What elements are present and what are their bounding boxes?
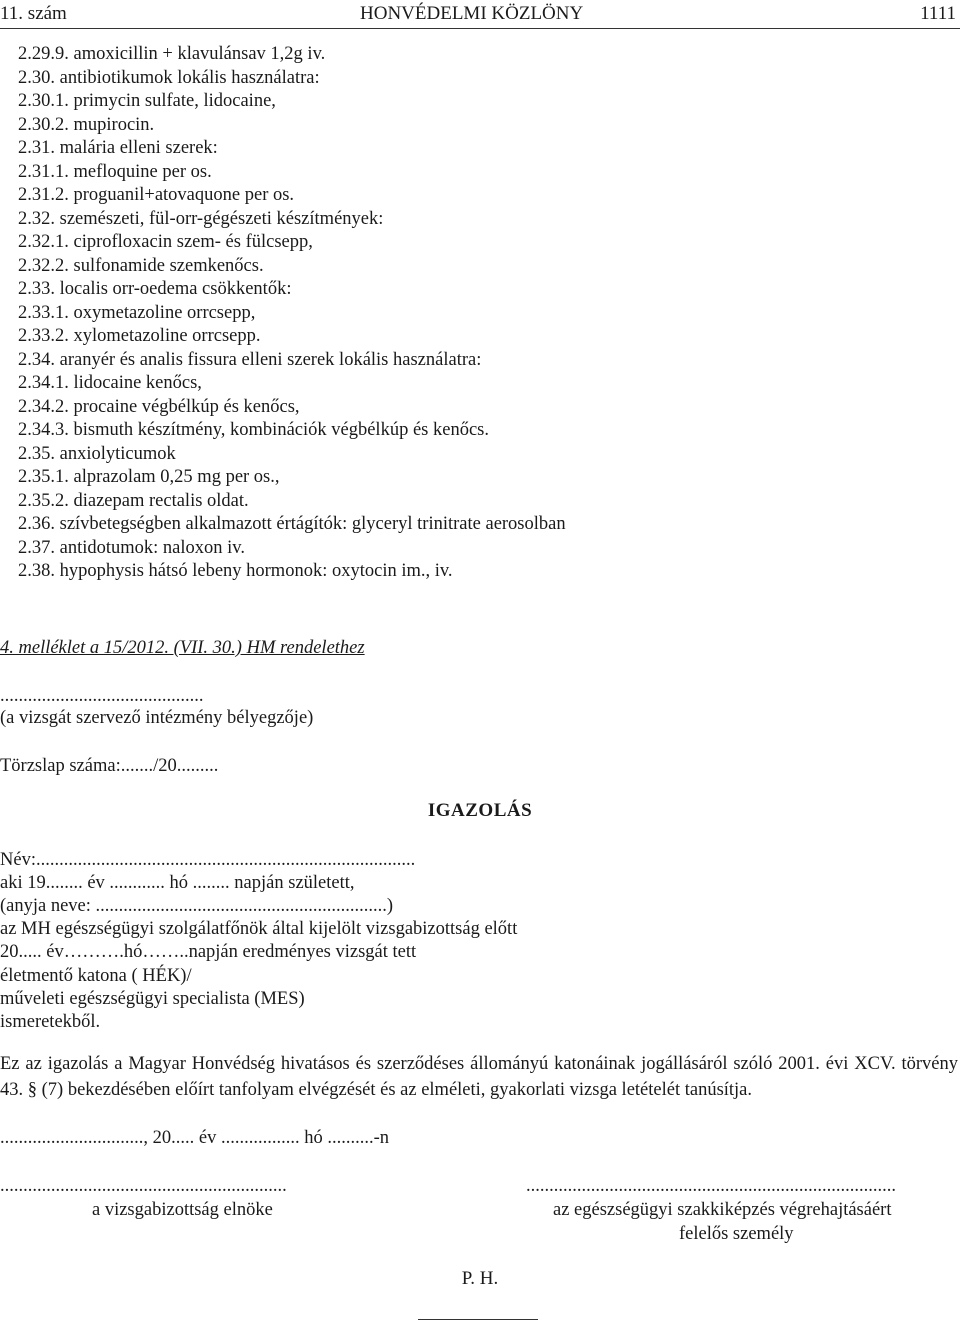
list-item: 2.31. malária elleni szerek: (18, 138, 218, 158)
list-item: 2.34. aranyér és analis fissura elleni szerek lokális használatra: (18, 349, 482, 370)
publication-title: HONVÉDELMI KÖZLÖNY (360, 3, 584, 24)
registry-number: Törzslap száma:......./20......... (0, 756, 219, 776)
list-item: 2.36. szívbetegségben alkalmazott értágítók: glyceryl trinitrate aerosolban (18, 514, 566, 534)
certificate-paragraph: Ez az igazolás a Magyar Honvédség hivatásos és szerződéses állományú katonáinak jogállásáról szóló 2001. évi XCV. törvény 43. § (7) bekezdésében előírt tanfolyam elvégzését és az elméleti, gyakorlati vizsga letételét tanúsítja. (0, 1054, 958, 1100)
list-item: 2.34.1. lidocaine kenőcs, (18, 373, 202, 393)
signature-label-right: az egészségügyi szakkiképzés végrehajtásáért (553, 1200, 892, 1220)
list-item: 2.31.1. mefloquine per os. (18, 161, 212, 182)
signature-line-left: .............................................................. (0, 1176, 287, 1196)
page-number: 1111 (920, 3, 956, 24)
list-item: 2.33.2. xylometazoline orrcsepp. (18, 326, 261, 346)
medication-list (18, 43, 566, 584)
header-rule (0, 28, 960, 29)
list-item: 2.29.9. amoxicillin + klavulánsav 1,2g iv. (18, 44, 326, 64)
mother-name-field: (anyja neve: ...............................................................) (0, 896, 394, 916)
stamp-label: (a vizsgát szervező intézmény bélyegzője) (0, 708, 314, 728)
certificate-heading: IGAZOLÁS (427, 800, 533, 821)
list-item: 2.33.1. oxymetazoline orrcsepp, (18, 302, 256, 323)
list-item: 2.32.2. sulfonamide szemkenőcs. (18, 255, 264, 276)
stamp-place-marker: P. H. (461, 1268, 499, 1289)
body-line: az MH egészségügyi szolgálatfőnök által kijelölt vizsgabizottság előtt (0, 919, 518, 939)
list-item: 2.31.2. proguanil+atovaquone per os. (18, 185, 295, 205)
body-line: ismeretekből. (0, 1012, 101, 1032)
list-item: 2.30.2. mupirocin. (18, 114, 155, 135)
list-item: 2.32. szemészeti, fül-orr-gégészeti készítmények: (18, 208, 384, 229)
list-item: 2.35.1. alprazolam 0,25 mg per os., (18, 467, 280, 487)
list-item: 2.38. hypophysis hátsó lebeny hormonok: oxytocin im., iv. (18, 561, 453, 581)
annex-title: 4. melléklet a 15/2012. (VII. 30.) HM rendelethez (0, 638, 365, 658)
signature-label-right-2: felelős személy (679, 1224, 794, 1244)
list-item: 2.30. antibiotikumok lokális használatra: (18, 67, 320, 88)
body-line: műveleti egészségügyi specialista (MES) (0, 989, 305, 1009)
page-header (0, 0, 960, 30)
exam-date-line: 20..... év……….hó……..napján eredményes vizsgát tett (0, 942, 417, 962)
list-item: 2.34.2. procaine végbélkúp és kenőcs, (18, 396, 300, 417)
list-item: 2.32.1. ciprofloxacin szem- és fülcsepp, (18, 232, 313, 252)
birth-field: aki 19........ év ............ hó ........ napján született, (0, 873, 355, 893)
list-item: 2.30.1. primycin sulfate, lidocaine, (18, 91, 276, 111)
list-item: 2.33. localis orr-oedema csökkentők: (18, 279, 292, 299)
date-line: ..............................., 20..... év ................. hó ..........-n (0, 1128, 389, 1148)
list-item: 2.37. antidotumok: naloxon iv. (18, 537, 245, 558)
signature-line-right: ................................................................................ (526, 1176, 896, 1196)
stamp-dots: ............................................ (0, 686, 204, 706)
bottom-rule (418, 1319, 538, 1320)
list-item: 2.35.2. diazepam rectalis oldat. (18, 490, 249, 511)
list-item: 2.35. anxiolyticumok (18, 443, 176, 464)
name-field: Név:.................................................................................. (0, 850, 416, 870)
issue-number: 11. szám (0, 3, 67, 24)
signature-label-left: a vizsgabizottság elnöke (92, 1200, 273, 1220)
list-item: 2.34.3. bismuth készítmény, kombinációk végbélkúp és kenőcs. (18, 420, 489, 440)
body-line: életmentő katona ( HÉK)/ (0, 966, 192, 986)
